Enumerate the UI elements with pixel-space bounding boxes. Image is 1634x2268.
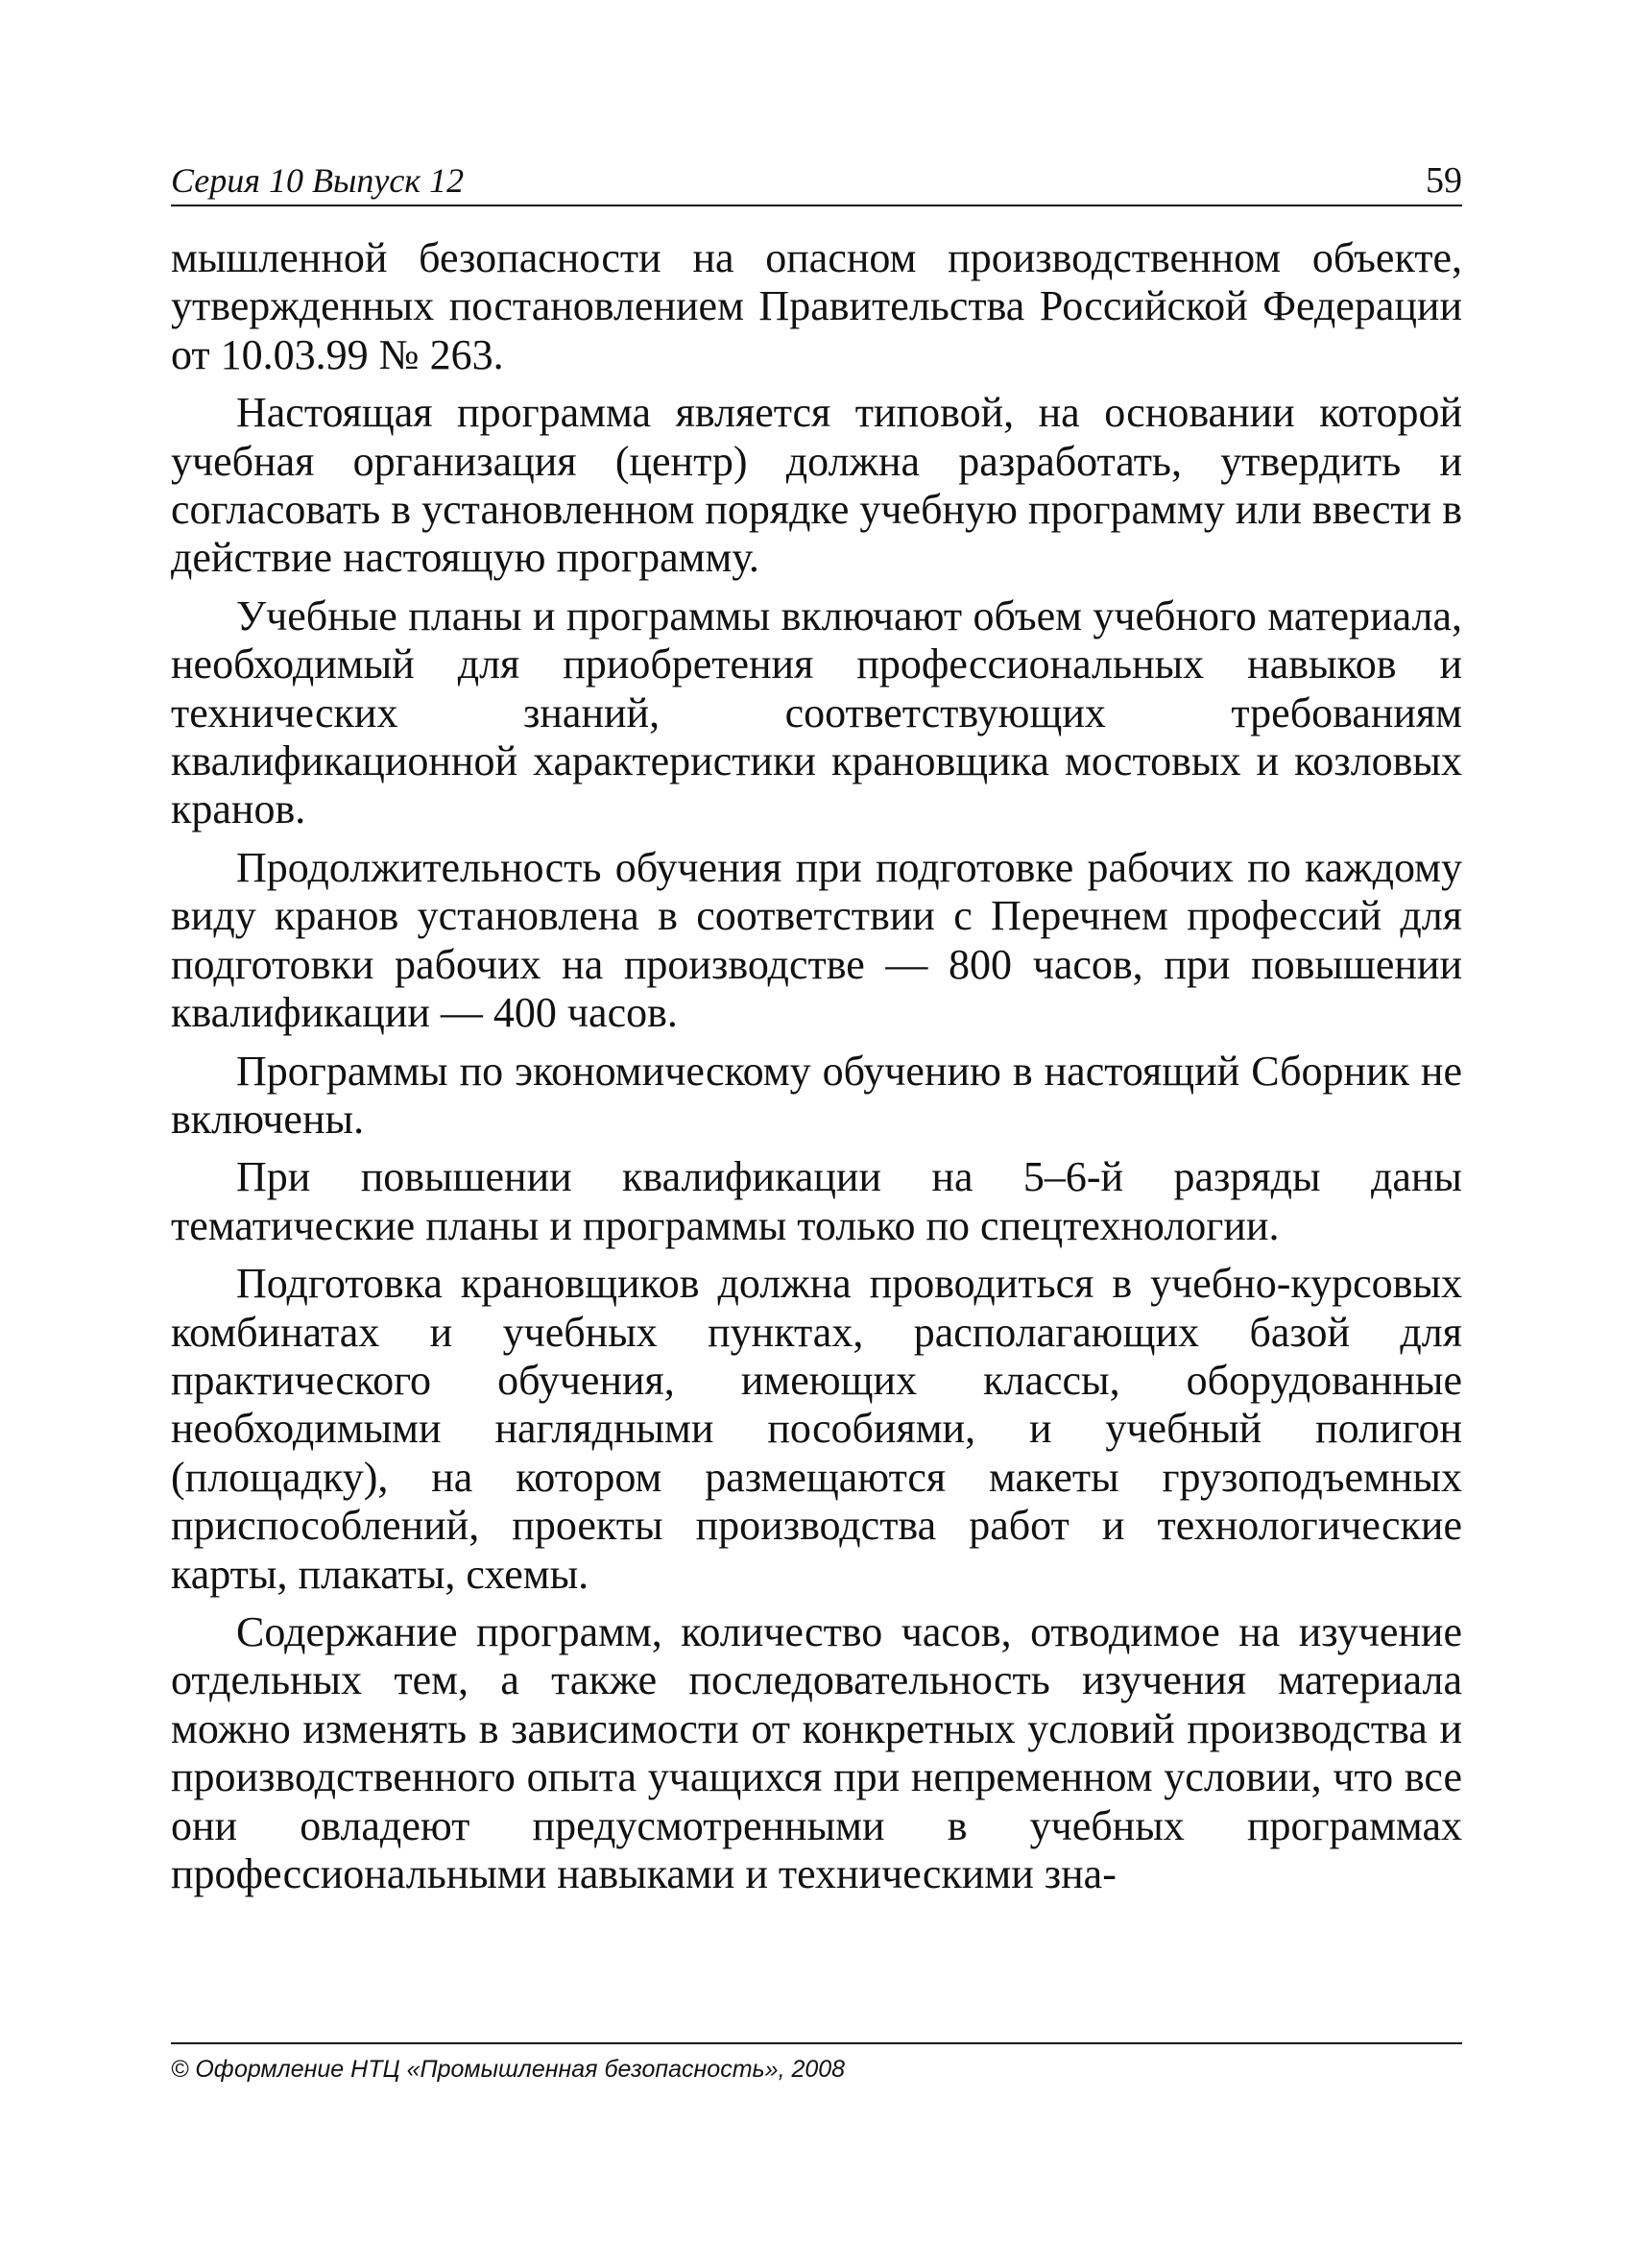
paragraph: Программы по экономическому обучению в настоящий Сборник не включены.	[171, 1047, 1462, 1143]
body-text	[171, 234, 1462, 1908]
paragraph: При повышении квалификации на 5–6-й разряды даны тематические планы и программы только по спецтехнологии.	[171, 1153, 1462, 1249]
series-label: Серия 10 Выпуск 12	[171, 161, 465, 200]
running-header	[171, 157, 1462, 204]
paragraph: Настоящая программа является типовой, на основании которой учебная организация (центр) должна разработать, утвердить и согласовать в установленном порядке учебную программу или ввести в действие настоящую программу.	[171, 389, 1462, 582]
header-rule	[171, 205, 1462, 206]
footer-rule	[171, 2042, 1462, 2044]
page-number: 59	[1426, 160, 1462, 201]
paragraph: Подготовка крановщиков должна проводиться в учебно-курсовых комбинатах и учебных пунктах, располагающих базой для практического обучения, имеющих классы, оборудованные необходимыми наглядными пособиями, и учебный полигон (площадку), на котором размещаются макеты грузоподъемных приспособлений, проекты производства работ и технологические карты, плакаты, схемы.	[171, 1260, 1462, 1598]
paragraph: Продолжительность обучения при подготовке рабочих по каждому виду кранов установлена в соответствии с Перечнем профессий для подготовки рабочих на производстве — 800 часов, при повышении квалификации — 400 часов.	[171, 843, 1462, 1037]
paragraph: Учебные планы и программы включают объем учебного материала, необходимый для приобретения профессиональных навыков и технических знаний, соответствующих требованиям квалификационной характеристики крановщика мостовых и козловых кранов.	[171, 591, 1462, 833]
paragraph-continuation: мышленной безопасности на опасном производственном объекте, утвержденных постановлением Правительства Российской Федерации от 10.03.99 № 263.	[171, 234, 1462, 378]
copyright-notice: © Оформление НТЦ «Промышленная безопасность», 2008	[171, 2056, 846, 2083]
paragraph: Содержание программ, количество часов, отводимое на изучение отдельных тем, а также последовательность изучения материала можно изменять в зависимости от конкретных условий производства и производственного опыта учащихся при непременном условии, что все они овладеют предусмотренными в учебных программах профессиональными навыками и техническими зна-	[171, 1607, 1462, 1897]
